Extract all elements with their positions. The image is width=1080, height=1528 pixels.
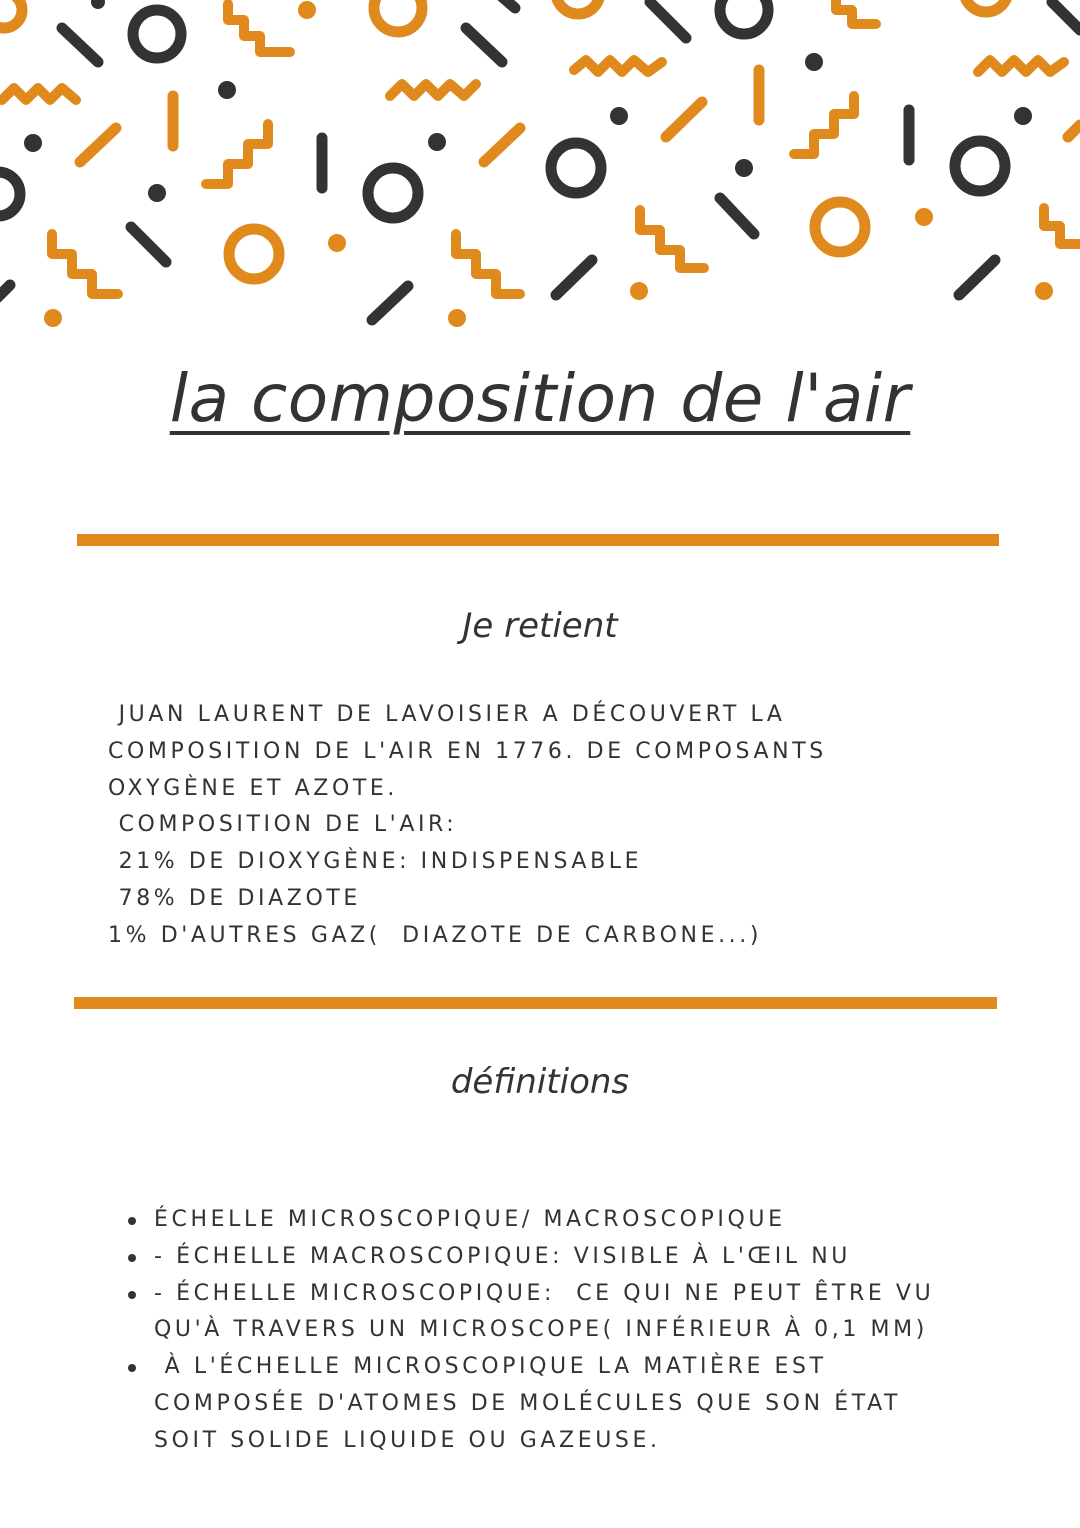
- text-line: COMPOSITION DE L'AIR:: [108, 812, 458, 838]
- text-line: OXYGÈNE ET AZOTE.: [108, 775, 399, 801]
- list-item-text: ÉCHELLE MICROSCOPIQUE/ MACROSCOPIQUE: [154, 1207, 786, 1232]
- section-heading-je-retient: Je retient: [462, 606, 618, 646]
- page-title: la composition de l'air: [169, 360, 911, 437]
- list-item: [126, 1276, 1026, 1350]
- je-retient-text: [108, 697, 1008, 955]
- text-line: 1% D'AUTRES GAZ( DIAZOTE DE CARBONE...): [108, 922, 763, 948]
- list-item-text: - ÉCHELLE MICROSCOPIQUE: CE QUI NE PEUT ÊTRE VU QU'À TRAVERS UN MICROSCOPE( INFÉRIEUR À 0,1 MM): [154, 1280, 935, 1343]
- definitions-list: [126, 1202, 1026, 1460]
- list-item: [126, 1239, 1026, 1276]
- list-item: [126, 1202, 1026, 1239]
- confetti-pattern-icon: [0, 0, 1080, 340]
- text-line: JUAN LAURENT DE LAVOISIER A DÉCOUVERT LA: [108, 702, 786, 727]
- text-line: 21% DE DIOXYGÈNE: INDISPENSABLE: [108, 849, 643, 875]
- divider-top: [77, 534, 999, 546]
- list-item: [126, 1349, 1026, 1459]
- section-heading-definitions: définitions: [450, 1062, 630, 1102]
- text-line: COMPOSITION DE L'AIR EN 1776. DE COMPOSANTS: [108, 738, 827, 764]
- list-item-text: À L'ÉCHELLE MICROSCOPIQUE LA MATIÈRE EST COMPOSÉE D'ATOMES DE MOLÉCULES QUE SON ÉTAT SOIT SOLIDE LIQUIDE OU GAZEUSE.: [154, 1354, 902, 1453]
- list-item-text: - ÉCHELLE MACROSCOPIQUE: VISIBLE À L'ŒIL NU: [154, 1243, 851, 1269]
- text-line: 78% DE DIAZOTE: [108, 885, 361, 911]
- divider-bottom: [74, 997, 997, 1009]
